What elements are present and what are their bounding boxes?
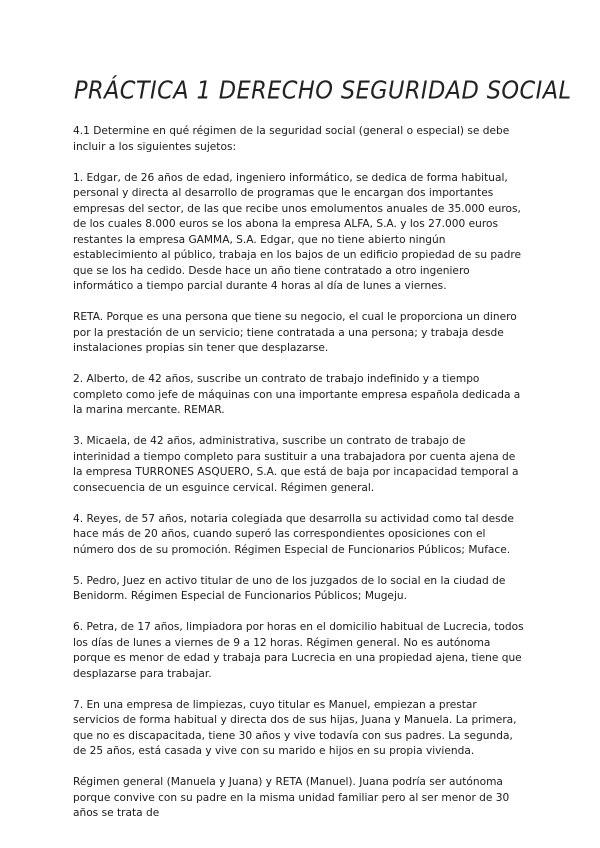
paragraph-case-1: 1. Edgar, de 26 años de edad, ingeniero informático, se dedica de forma habitual, personal y directa al desarrollo de programas que le encargan dos importantes empresas del sector, de las que recibe unos emolumentos anuales de 35.000 euros, de los cuales 8.000 euros se los abona la empresa ALFA, S.A. y los 27.000 euros restantes la empresa GAMMA, S.A. Edgar, que no tiene abierto ningún establecimiento al público, trabaja en los bajos de un edificio propiedad de su padre que se los ha cedido. Desde hace un año tiene contratado a otro ingeniero informático a tiempo parcial durante 4 horas al día de lunes a viernes. bbox=[73, 171, 521, 292]
paragraph-answer-7: Régimen general (Manuela y Juana) y RETA (Manuel). Juana podría ser autónoma porque convive con su padre en la misma unidad familiar pero al ser menor de 30 años se trata de bbox=[73, 776, 510, 819]
paragraph-intro: 4.1 Determine en qué régimen de la seguridad social (general o especial) se debe incluir a los siguientes sujetos: bbox=[73, 125, 510, 153]
paragraph-case-7: 7. En una empresa de limpiezas, cuyo titular es Manuel, empiezan a prestar servicios de forma habitual y directa dos de sus hijas, Juana y Manuela. La primera, que no es discapacitada, tiene 30 años y vive todavía con sus padres. La segunda, de 25 años, está casada y vive con su marido e hijos en su propia vivienda. bbox=[73, 698, 517, 757]
document-body bbox=[73, 124, 524, 822]
page-title: PRÁCTICA 1 DERECHO SEGURIDAD SOCIAL bbox=[74, 76, 572, 106]
paragraph-case-6: 6. Petra, de 17 años, limpiadora por horas en el domicilio habitual de Lucrecia, todos los días de lunes a viernes de 9 a 12 horas. Régimen general. No es autónoma porque es menor de edad y trabaja para Lucrecia en una propiedad ajena, tiene que desplazarse para trabajar. bbox=[73, 621, 524, 680]
paragraph-case-4: 4. Reyes, de 57 años, notaria colegiada que desarrolla su actividad como tal desde hace más de 20 años, cuando superó las correspondientes oposiciones con el número dos de su promoción. Régimen Especial de Funcionarios Públicos; Muface. bbox=[73, 512, 514, 556]
paragraph-case-2: 2. Alberto, de 42 años, suscribe un contrato de trabajo indefinido y a tiempo completo como jefe de máquinas con una importante empresa española dedicada a la marina mercante. REMAR. bbox=[73, 373, 521, 416]
paragraph-case-3: 3. Micaela, de 42 años, administrativa, suscribe un contrato de trabajo de interinidad a tiempo completo para sustituir a una trabajadora por cuenta ajena de la empresa TURRONES ASQUERO, S.A. que está de baja por incapacidad temporal a consecuencia de un esguince cervical. Régimen general. bbox=[73, 435, 519, 494]
paragraph-case-5: 5. Pedro, Juez en activo titular de uno de los juzgados de lo social en la ciudad de Benidorm. Régimen Especial de Funcionarios Públicos; Mugeju. bbox=[73, 574, 506, 602]
paragraph-answer-1: RETA. Porque es una persona que tiene su negocio, el cual le proporciona un dinero por la prestación de un servicio; tiene contratada a una persona; y trabaja desde instalaciones propias sin tener que desplazarse. bbox=[73, 311, 517, 354]
